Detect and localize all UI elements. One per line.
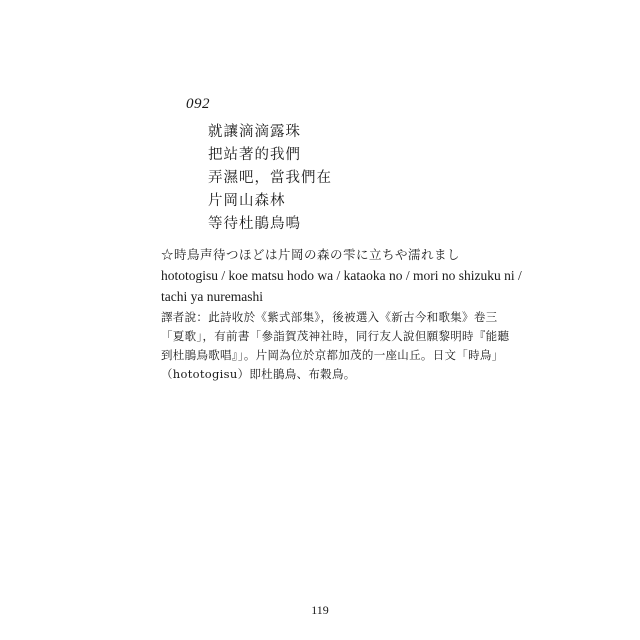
poem-line: 弄濕吧，當我們在 [208, 170, 332, 186]
poem-line: 就讓滴滴露珠 [208, 124, 301, 140]
romanization [161, 265, 522, 307]
romanization-line: tachi ya nuremashi [161, 289, 263, 304]
poem-translation [208, 121, 332, 236]
page-number: 119 [311, 603, 329, 617]
note-line: 到杜鵑鳥歌唱』」。片岡為位於京都加茂的一座山丘。日文「時鳥」 [161, 348, 504, 362]
note-line: 譯者說：此詩收於《紫式部集》，後被選入《新古今和歌集》卷三 [161, 310, 498, 324]
original-japanese-poem: ☆時鳥声待つほどは片岡の森の雫に立ちや濡れまし [161, 247, 461, 262]
note-line: 「夏歌」，有前書「參詣賀茂神社時，同行友人說但願黎明時『能聽 [161, 329, 510, 343]
poem-line: 把站著的我們 [208, 147, 301, 163]
poem-line: 片岡山森林 [208, 193, 286, 209]
poem-line: 等待杜鵑鳥鳴 [208, 216, 301, 232]
romanization-line: hototogisu / koe matsu hodo wa / kataoka no / mori no shizuku ni / [161, 268, 522, 283]
translator-note [161, 308, 510, 384]
poem-number: 092 [186, 96, 210, 112]
note-line: （hototogisu）即杜鵑鳥、布穀鳥。 [161, 367, 356, 381]
